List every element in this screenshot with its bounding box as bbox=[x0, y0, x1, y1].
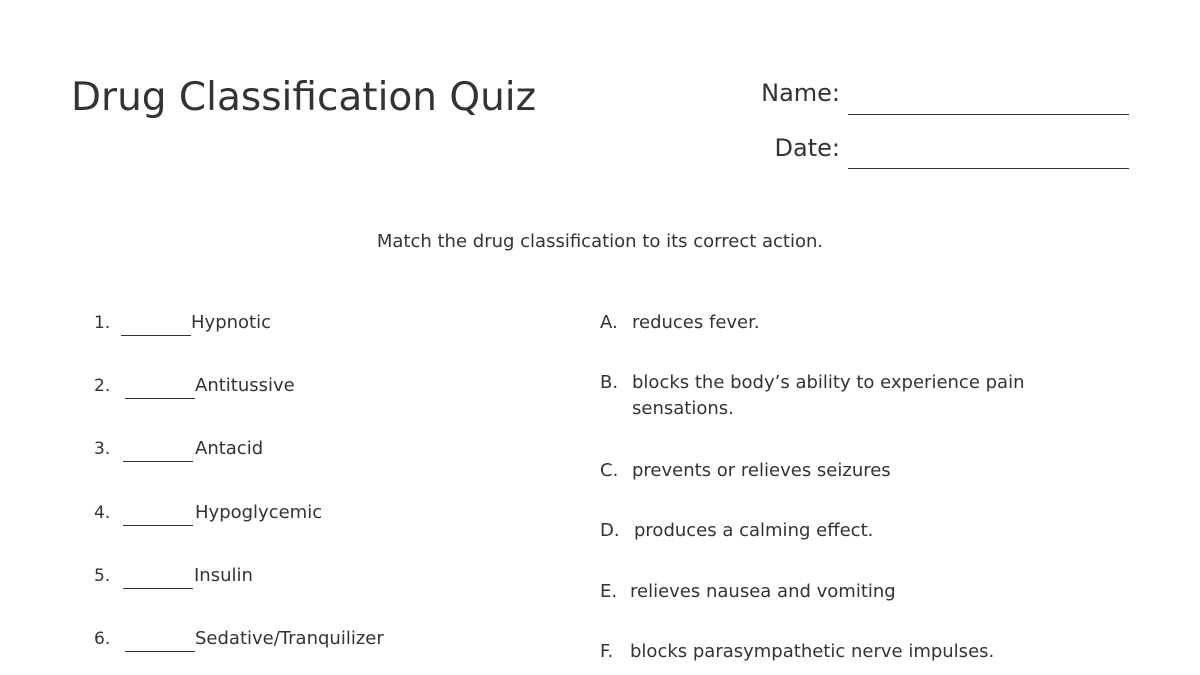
answer-blank[interactable] bbox=[121, 335, 191, 336]
question-term: Antitussive bbox=[195, 375, 295, 396]
answer-option bbox=[600, 518, 1080, 546]
instructions: Match the drug classification to its correct action. bbox=[376, 231, 824, 252]
answer-letter: B. bbox=[600, 372, 619, 393]
name-label: Name: bbox=[761, 79, 840, 107]
question-term: Sedative/Tranquilizer bbox=[195, 628, 384, 649]
answer-letter: D. bbox=[600, 520, 620, 541]
answer-letter: C. bbox=[600, 460, 619, 481]
question-number: 3. bbox=[94, 439, 111, 459]
answer-text: relieves nausea and vomiting bbox=[630, 581, 896, 602]
answer-option bbox=[600, 458, 1080, 486]
name-field[interactable] bbox=[848, 114, 1129, 115]
answer-text: produces a calming effect. bbox=[634, 520, 874, 541]
question-term: Insulin bbox=[194, 565, 253, 586]
answer-blank[interactable] bbox=[123, 525, 193, 526]
question-number: 5. bbox=[94, 566, 111, 586]
question-number: 4. bbox=[94, 503, 111, 523]
question-term: Hypnotic bbox=[191, 312, 271, 333]
answer-text: reduces fever. bbox=[632, 312, 760, 333]
answer-letter: F. bbox=[600, 641, 614, 662]
answer-blank[interactable] bbox=[123, 461, 193, 462]
answer-text: blocks parasympathetic nerve impulses. bbox=[630, 641, 995, 662]
answer-letter: A. bbox=[600, 312, 618, 333]
answer-option bbox=[600, 310, 1080, 338]
question-number: 2. bbox=[94, 376, 111, 396]
question-term: Hypoglycemic bbox=[195, 502, 323, 523]
answer-option bbox=[600, 579, 1080, 607]
page-title: Drug Classification Quiz bbox=[71, 75, 537, 120]
question-term: Antacid bbox=[195, 438, 264, 459]
answer-letter: E. bbox=[600, 581, 618, 602]
answer-blank[interactable] bbox=[123, 588, 193, 589]
answer-option bbox=[600, 370, 1080, 424]
answer-option bbox=[600, 639, 1080, 667]
question-number: 1. bbox=[94, 313, 111, 333]
answer-blank[interactable] bbox=[125, 651, 195, 652]
answer-text: prevents or relieves seizures bbox=[632, 460, 891, 481]
answer-text: blocks the body’s ability to experience pain sensations. bbox=[632, 372, 1025, 419]
date-field[interactable] bbox=[848, 168, 1129, 169]
answer-blank[interactable] bbox=[125, 398, 195, 399]
date-label: Date: bbox=[774, 134, 840, 162]
question-number: 6. bbox=[94, 629, 111, 649]
